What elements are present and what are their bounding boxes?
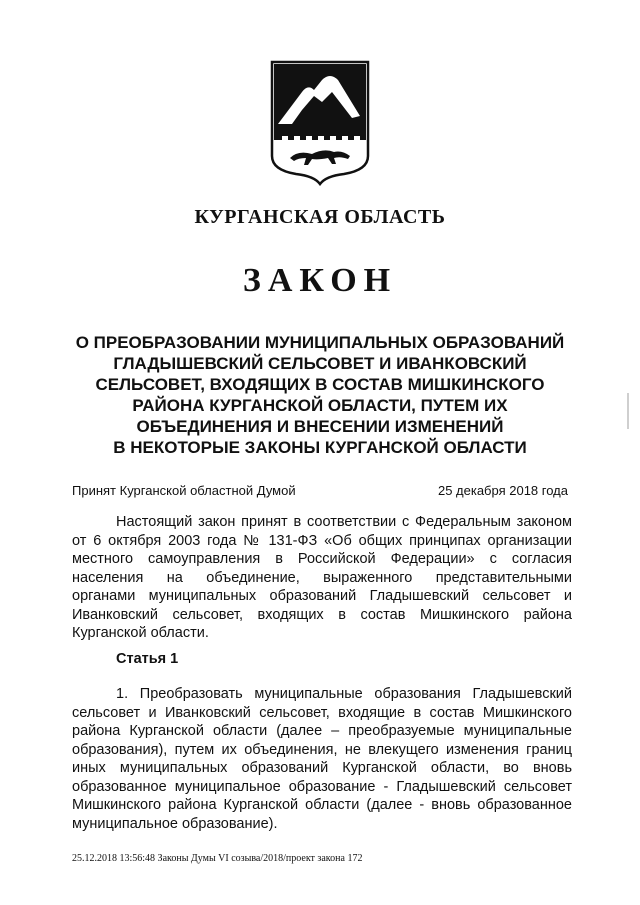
- text-line: сельсовет и Иванковский сельсовет, входящие в состав Мишкинского: [72, 704, 572, 721]
- text-line: населения на объединение, выраженного представительными: [72, 569, 572, 586]
- text-line: от 6 октября 2003 года № 131-ФЗ «Об общих принципах организации: [72, 532, 572, 549]
- text-line: образования), путем их объединения, не влекущего изменения границ: [72, 741, 572, 758]
- text-line: образованное муниципальное образование - Гладышевский сельсовет: [72, 778, 572, 795]
- footer-stamp: 25.12.2018 13:56:48 Законы Думы VI созыва/2018/проект закона 172: [72, 853, 363, 864]
- law-title: [60, 332, 580, 458]
- law-title-line: СЕЛЬСОВЕТ, ВХОДЯЩИХ В СОСТАВ МИШКИНСКОГО: [95, 375, 545, 394]
- text-line: местного самоуправления в Российской Федерации» с согласия: [72, 551, 572, 567]
- law-title-line: В НЕКОТОРЫЕ ЗАКОНЫ КУРГАНСКОЙ ОБЛАСТИ: [113, 438, 527, 457]
- region-name: КУРГАНСКАЯ ОБЛАСТЬ: [194, 206, 446, 228]
- text-line: Курганской области.: [72, 625, 209, 641]
- text-line: района Курганской области (далее – преобразуемые муниципальные: [72, 723, 572, 739]
- coat-of-arms-icon: [268, 58, 372, 186]
- adopted-by: Принят Курганской областной Думой: [72, 483, 296, 498]
- preamble-paragraph: [72, 513, 572, 643]
- document-type: ЗАКОН: [242, 262, 398, 299]
- law-title-line: ГЛАДЫШЕВСКИЙ СЕЛЬСОВЕТ И ИВАНКОВСКИЙ: [113, 354, 527, 373]
- adoption-date: 25 декабря 2018 года: [437, 483, 568, 498]
- law-title-line: РАЙОНА КУРГАНСКОЙ ОБЛАСТИ, ПУТЕМ ИХ: [132, 396, 508, 415]
- text-line: Иванковский сельсовет, входящих в состав Мишкинского района: [72, 606, 572, 623]
- law-title-line: О ПРЕОБРАЗОВАНИИ МУНИЦИПАЛЬНЫХ ОБРАЗОВАНИЙ: [75, 333, 565, 352]
- law-title-line: ОБЪЕДИНЕНИЯ И ВНЕСЕНИИ ИЗМЕНЕНИЙ: [136, 417, 504, 436]
- text-line: муниципальное образование).: [72, 815, 278, 832]
- text-line: Настоящий закон принят в соответствии с Федеральным законом: [116, 514, 572, 530]
- text-line: органами муниципальных образований Гладышевский сельсовет и: [72, 588, 572, 604]
- text-line: иных муниципальных образований Курганской области, во вновь: [72, 760, 572, 776]
- scan-edge-mark: [627, 393, 629, 429]
- article-heading: Статья 1: [116, 651, 179, 667]
- text-line: Мишкинского района Курганской области (далее - вновь образованное: [72, 797, 572, 813]
- text-line: 1. Преобразовать муниципальные образования Гладышевский: [116, 686, 572, 702]
- article-paragraph: [72, 685, 572, 833]
